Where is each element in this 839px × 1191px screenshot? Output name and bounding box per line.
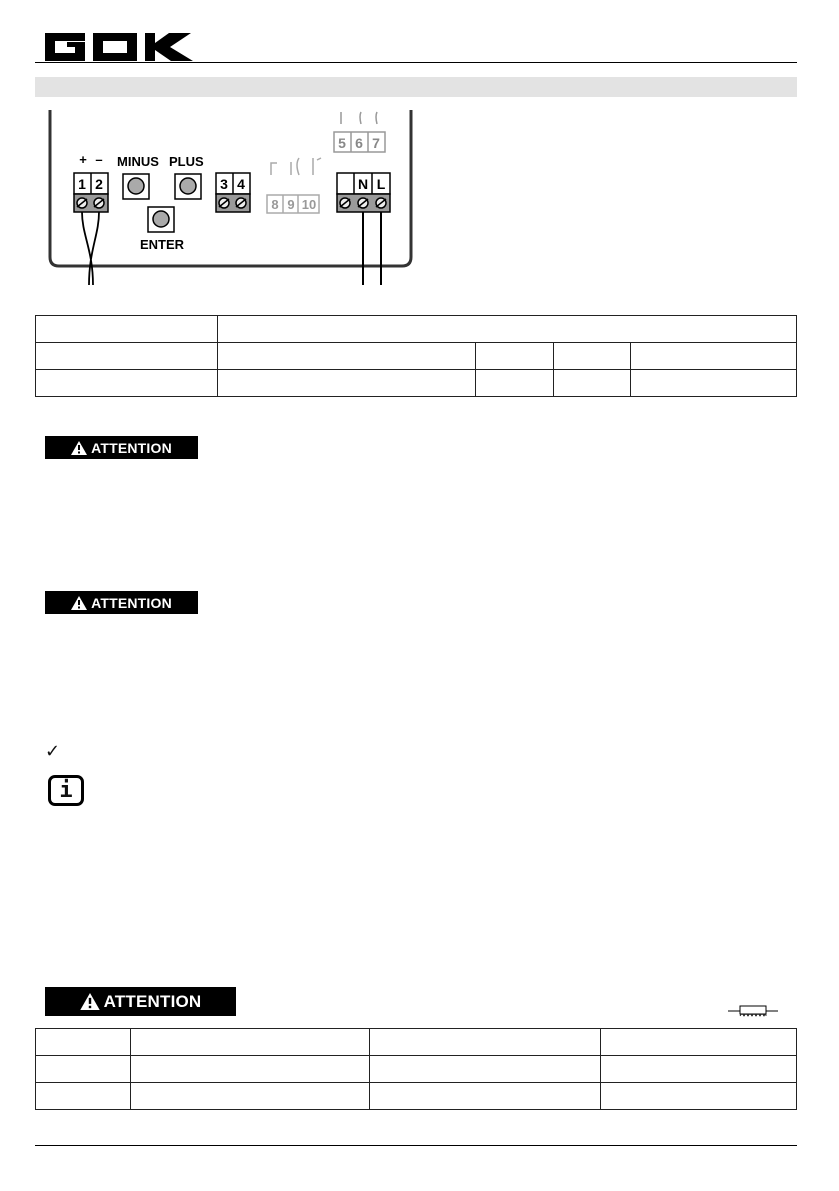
table-row xyxy=(36,343,797,370)
table-row xyxy=(36,1056,797,1083)
gok-logo xyxy=(45,33,193,61)
checkmark-icon: ✓ xyxy=(45,741,61,762)
terminal-6: 6 xyxy=(355,135,363,151)
warning-triangle-icon xyxy=(71,441,87,455)
header-rule xyxy=(35,62,797,63)
polarity-plus: + xyxy=(79,152,87,167)
attention-badge xyxy=(45,591,198,614)
terminal-9: 9 xyxy=(287,197,295,212)
minus-label: MINUS xyxy=(117,154,159,169)
warning-triangle-icon xyxy=(80,993,100,1010)
info-icon: i xyxy=(48,775,84,806)
warning-triangle-icon xyxy=(71,596,87,610)
terminal-4: 4 xyxy=(237,176,245,192)
terminal-l: L xyxy=(376,176,386,192)
attention-label: ATTENTION xyxy=(91,439,172,456)
ferrite-coil-icon xyxy=(728,1001,778,1021)
enter-label: ENTER xyxy=(140,237,185,252)
terminal-1: 1 xyxy=(78,176,86,192)
section-bar xyxy=(35,77,797,97)
polarity-minus: – xyxy=(95,152,103,167)
attention-badge xyxy=(45,987,236,1016)
wiring-diagram xyxy=(45,100,425,290)
table-row xyxy=(36,370,797,397)
footer-rule xyxy=(35,1145,797,1146)
spec-table-2 xyxy=(35,1028,797,1110)
terminal-2: 2 xyxy=(95,176,103,192)
attention-label: ATTENTION xyxy=(103,991,202,1011)
terminal-5: 5 xyxy=(338,135,346,151)
terminal-n: N xyxy=(357,176,369,192)
terminal-7: 7 xyxy=(372,135,380,151)
table-row xyxy=(36,1029,797,1056)
plus-label: PLUS xyxy=(169,154,204,169)
attention-label: ATTENTION xyxy=(91,594,172,611)
table-row xyxy=(36,316,797,343)
attention-badge xyxy=(45,436,198,459)
terminal-10: 10 xyxy=(301,197,317,212)
terminal-8: 8 xyxy=(271,197,279,212)
terminal-3: 3 xyxy=(220,176,228,192)
table-row xyxy=(36,1083,797,1110)
spec-table-1 xyxy=(35,315,797,397)
